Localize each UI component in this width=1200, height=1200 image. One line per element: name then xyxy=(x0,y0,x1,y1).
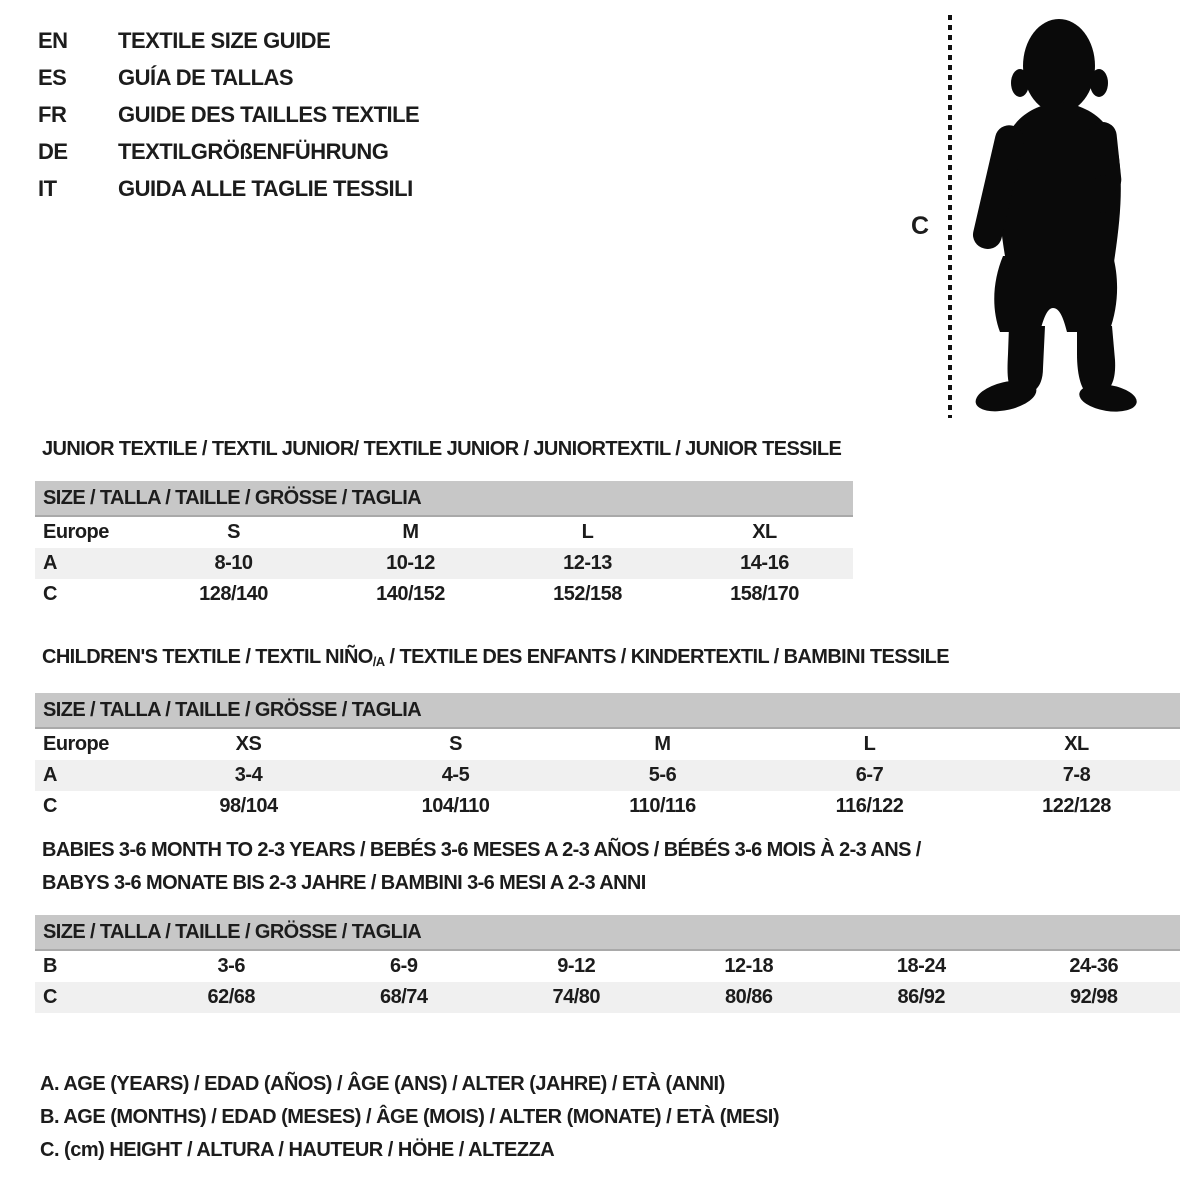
table-cell: 80/86 xyxy=(724,986,773,1008)
language-code: IT xyxy=(38,175,57,201)
table-cell: 68/74 xyxy=(379,986,428,1008)
table-header: SIZE / TALLA / TAILLE / GRÖSSE / TAGLIA xyxy=(35,481,853,517)
legend-line: C. (cm) HEIGHT / ALTURA / HAUTEUR / HÖHE / ALTEZZA xyxy=(40,1139,555,1161)
size-table xyxy=(35,481,853,610)
language-title: GUÍA DE TALLAS xyxy=(118,64,294,90)
table-cell: 12-18 xyxy=(724,955,774,977)
section-babies-textile xyxy=(35,834,1180,1013)
table-cell: 4-5 xyxy=(441,764,470,786)
section-title-line: BABYS 3-6 MONATE BIS 2-3 JAHRE / BAMBINI 3-6 MESI A 2-3 ANNI xyxy=(42,872,646,894)
table-cell: M xyxy=(654,733,671,755)
legend-line: B. AGE (MONTHS) / EDAD (MESES) / ÂGE (MOIS) / ALTER (MONATE) / ETÀ (MESI) xyxy=(40,1106,780,1128)
section-title-line: BABIES 3-6 MONTH TO 2-3 YEARS / BEBÉS 3-6 MESES A 2-3 AÑOS / BÉBÉS 3-6 MOIS À 2-3 ANS / xyxy=(42,839,921,861)
language-row xyxy=(38,133,419,170)
table-cell: 110/116 xyxy=(629,795,696,817)
row-label: C xyxy=(43,583,57,605)
height-measure-label: C xyxy=(911,212,930,240)
table-header: SIZE / TALLA / TAILLE / GRÖSSE / TAGLIA xyxy=(35,693,1180,729)
toddler-silhouette-icon xyxy=(962,16,1137,421)
table-row xyxy=(35,517,853,548)
table-cell: M xyxy=(402,521,419,543)
title-subscript: /A xyxy=(372,654,385,669)
row-label: C xyxy=(43,986,57,1008)
size-table xyxy=(35,915,1180,1013)
language-row xyxy=(38,22,419,59)
table-cell: S xyxy=(449,733,462,755)
row-label: B xyxy=(43,955,57,977)
row-label: Europe xyxy=(43,521,109,543)
table-cell: 104/110 xyxy=(421,795,490,817)
table-cell: 140/152 xyxy=(376,583,445,605)
table-cell: L xyxy=(581,521,594,543)
table-row xyxy=(35,791,1180,822)
row-label: Europe xyxy=(43,733,109,755)
table-cell: 3-6 xyxy=(217,955,245,977)
height-dashed-line xyxy=(948,15,952,418)
section-childrens-textile xyxy=(35,641,1180,822)
table-header: SIZE / TALLA / TAILLE / GRÖSSE / TAGLIA xyxy=(35,915,1180,951)
table-cell: 9-12 xyxy=(557,955,596,977)
table-cell: 14-16 xyxy=(740,552,789,574)
section-title xyxy=(42,834,1180,900)
language-code: DE xyxy=(38,138,68,164)
language-title: GUIDA ALLE TAGLIE TESSILI xyxy=(118,175,413,201)
table-cell: S xyxy=(227,521,240,543)
table-cell: 12-13 xyxy=(563,552,612,574)
table-cell: 116/122 xyxy=(835,795,904,817)
row-label: A xyxy=(43,764,57,786)
row-label: C xyxy=(43,795,57,817)
language-code: ES xyxy=(38,64,67,90)
section-title-line: JUNIOR TEXTILE / TEXTIL JUNIOR/ TEXTILE JUNIOR / JUNIORTEXTIL / JUNIOR TESSILE xyxy=(42,438,842,460)
section-title xyxy=(42,433,853,466)
table-cell: 6-7 xyxy=(855,764,884,786)
row-label: A xyxy=(43,552,57,574)
language-title: GUIDE DES TAILLES TEXTILE xyxy=(118,101,420,127)
legend-line: A. AGE (YEARS) / EDAD (AÑOS) / ÂGE (ANS) / ALTER (JAHRE) / ETÀ (ANNI) xyxy=(40,1073,725,1095)
table-row xyxy=(35,548,853,579)
table-cell: 8-10 xyxy=(214,552,253,574)
table-row xyxy=(35,982,1180,1013)
table-cell: 158/170 xyxy=(730,583,799,605)
table-cell: XS xyxy=(235,733,262,755)
language-row xyxy=(38,96,419,133)
section-title xyxy=(42,641,1180,678)
language-row xyxy=(38,170,419,207)
table-cell: 74/80 xyxy=(552,986,601,1008)
table-cell: 62/68 xyxy=(207,986,256,1008)
language-title-list xyxy=(38,22,419,207)
table-cell: 10-12 xyxy=(386,552,435,574)
size-table xyxy=(35,693,1180,822)
table-cell: 7-8 xyxy=(1062,764,1091,786)
language-code: FR xyxy=(38,101,67,127)
table-cell: XL xyxy=(752,521,777,543)
measurement-legend xyxy=(40,1068,779,1167)
table-cell: XL xyxy=(1064,733,1089,755)
section-title-line: CHILDREN'S TEXTILE / TEXTIL $NIÑO_{/A}$ / TEXTILE DES ENFANTS / KINDERTEXTIL / BAMBINI TESSILE xyxy=(42,646,950,669)
table-cell: 128/140 xyxy=(199,583,268,605)
table-cell: 98/104 xyxy=(219,795,278,817)
table-cell: 6-9 xyxy=(390,955,418,977)
section-junior-textile xyxy=(35,433,853,610)
table-cell: 86/92 xyxy=(897,986,946,1008)
table-cell: 24-36 xyxy=(1069,955,1119,977)
table-cell: 152/158 xyxy=(553,583,622,605)
table-cell: 18-24 xyxy=(896,955,946,977)
language-row xyxy=(38,59,419,96)
table-row xyxy=(35,951,1180,982)
table-cell: 122/128 xyxy=(1042,795,1111,817)
table-row xyxy=(35,579,853,610)
language-title: TEXTILE SIZE GUIDE xyxy=(118,27,331,53)
table-row xyxy=(35,729,1180,760)
language-title: TEXTILGRÖßENFÜHRUNG xyxy=(118,138,389,164)
table-cell: L xyxy=(863,733,876,755)
table-cell: 5-6 xyxy=(648,764,677,786)
table-cell: 92/98 xyxy=(1069,986,1118,1008)
language-code: EN xyxy=(38,27,68,53)
table-row xyxy=(35,760,1180,791)
table-cell: 3-4 xyxy=(234,764,263,786)
